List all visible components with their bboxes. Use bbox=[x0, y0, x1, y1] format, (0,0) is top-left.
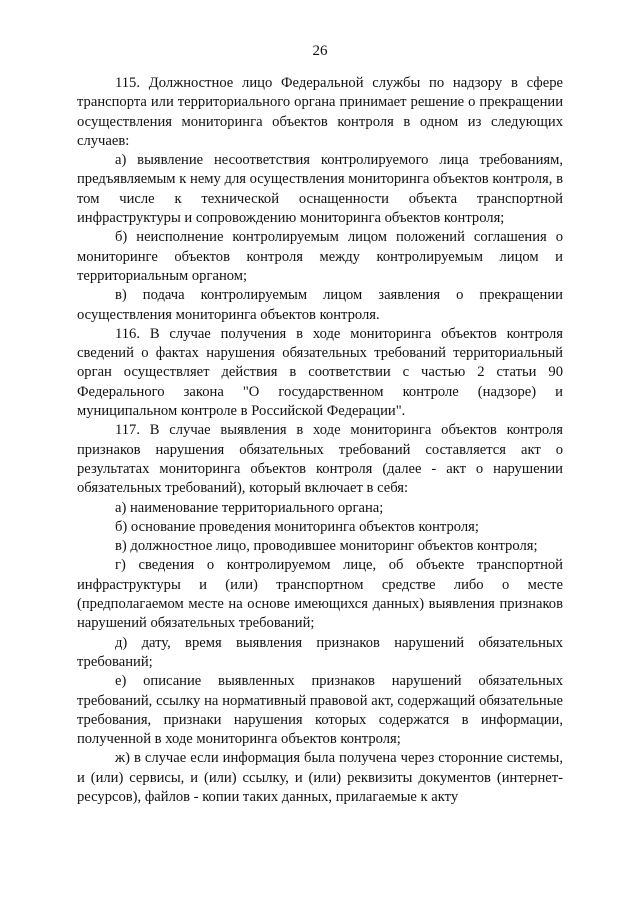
paragraph-117-v: в) должностное лицо, проводившее мониторинг объектов контроля; bbox=[115, 538, 538, 555]
paragraph-115-v: в) подача контролируемым лицом заявления о прекращении осуществления мониторинга объектов контроля. bbox=[77, 287, 563, 323]
paragraph-115: 115. Должностное лицо Федеральной службы по надзору в сфере транспорта или территориального органа принимает решение о прекращении осуществления мониторинга объектов контроля в одном из следующих случаев: bbox=[77, 75, 563, 149]
paragraph-116: 116. В случае получения в ходе мониторинга объектов контроля сведений о фактах нарушения обязательных требований территориальный орган осуществляет действия в соответствии с частью 2 статьи 90 Федерального закона "О государственном контроле (надзоре) и муниципальном контроле в Российской Федерации". bbox=[77, 325, 563, 420]
document-body bbox=[77, 74, 563, 807]
paragraph-117: 117. В случае выявления в ходе мониторинга объектов контроля признаков нарушения обязательных требований составляется акт о результатах мониторинга объектов контроля (далее - акт о нарушении обязательных требований), который включает в себя: bbox=[77, 422, 563, 497]
paragraph-117-e: е) описание выявленных признаков нарушений обязательных требований, ссылку на нормативный правовой акт, содержащий обязательные требования, признаки нарушения которых содержатся в информации, полученной в ходе мониторинга объектов контроля; bbox=[77, 673, 563, 748]
paragraph-117-g: г) сведения о контролируемом лице, об объекте транспортной инфраструктуры и (или) транспортном средстве либо о месте (предполагаемом месте на основе имеющихся данных) выявления признаков нарушений обязательных требований; bbox=[77, 557, 563, 632]
paragraph-115-a: а) выявление несоответствия контролируемого лица требованиям, предъявляемым к нему для осуществления мониторинга объектов контроля, в том числе к технической оснащенности объекта транспортной инфраструктуры и сопровождению мониторинга объектов контроля; bbox=[77, 152, 563, 227]
paragraph-115-b: б) неисполнение контролируемым лицом положений соглашения о мониторинге объектов контроля между контролируемым лицом и территориальным органом; bbox=[77, 229, 563, 284]
page-number: 26 bbox=[312, 43, 328, 59]
paragraph-117-a: а) наименование территориального органа; bbox=[115, 499, 384, 516]
paragraph-117-b: б) основание проведения мониторинга объектов контроля; bbox=[115, 518, 479, 535]
paragraph-117-zh: ж) в случае если информация была получена через сторонние системы, и (или) сервисы, и (или) ссылку, и (или) реквизиты документов (интернет-ресурсов), файлов - копии таких данных, прилагаемые к акту bbox=[77, 750, 563, 805]
paragraph-117-d: д) дату, время выявления признаков нарушений обязательных требований; bbox=[77, 634, 563, 670]
